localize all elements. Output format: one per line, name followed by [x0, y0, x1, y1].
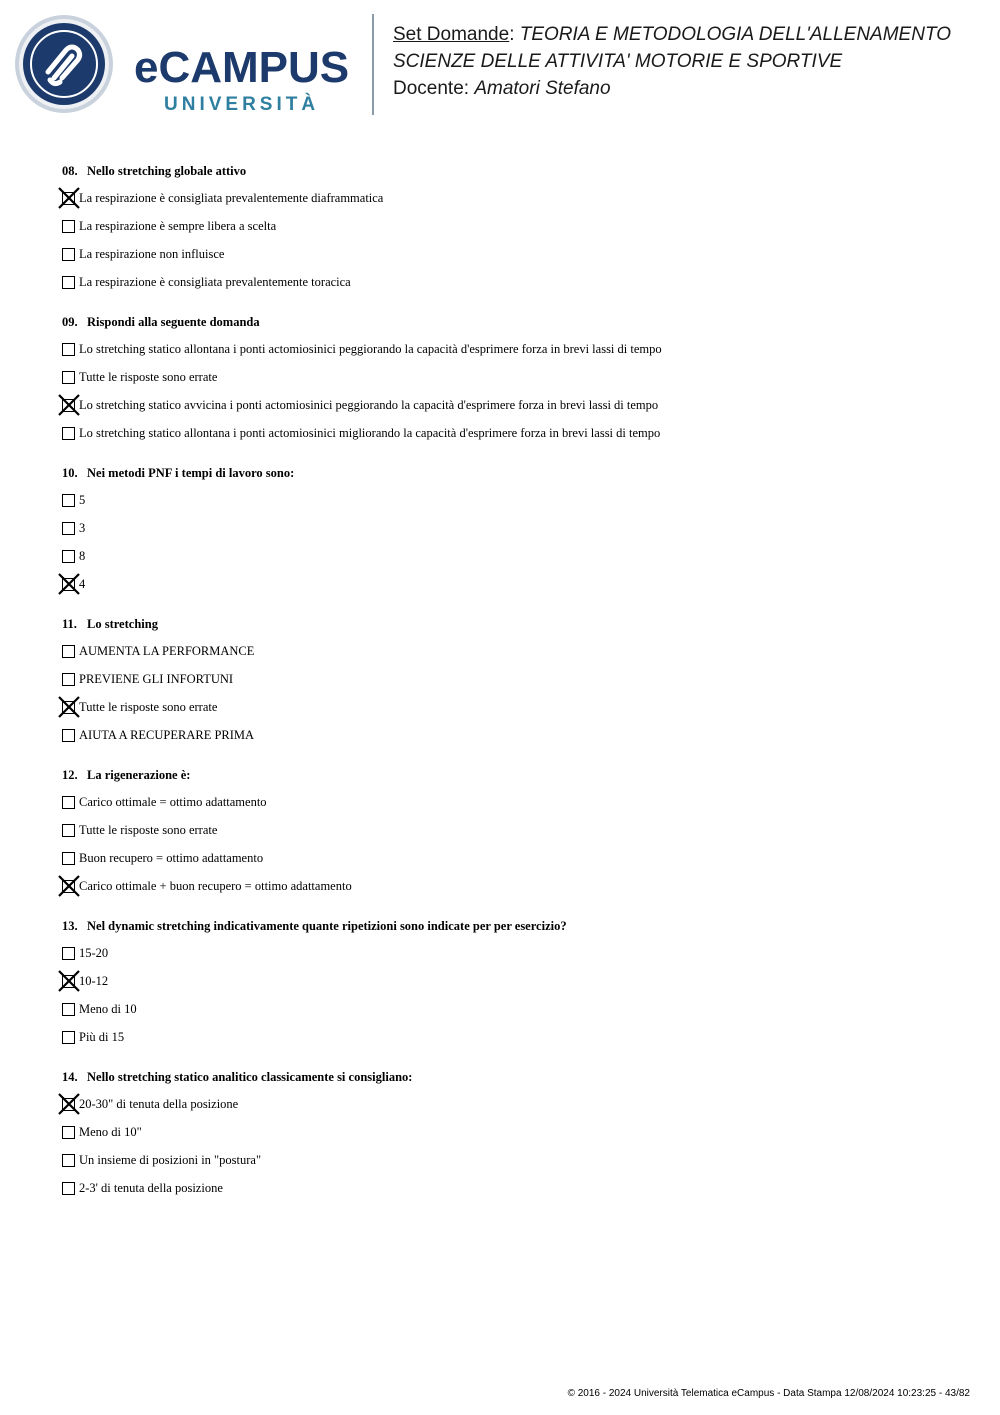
ecampus-logo	[14, 14, 359, 118]
checkbox[interactable]	[62, 371, 75, 384]
check-x-icon	[58, 970, 80, 992]
answer-text: 3	[79, 520, 86, 535]
checkbox[interactable]	[62, 522, 75, 535]
answer-option[interactable]	[62, 486, 962, 514]
check-x-icon	[58, 1093, 80, 1115]
answer-text: 10-12	[79, 973, 109, 988]
answer-option[interactable]	[62, 788, 962, 816]
check-x-icon	[58, 875, 80, 897]
answer-option[interactable]	[62, 995, 962, 1023]
answer-option[interactable]	[62, 1174, 962, 1202]
answer-option[interactable]	[62, 391, 962, 419]
question-title	[62, 1069, 962, 1085]
answer-text: 8	[79, 548, 86, 563]
answer-option[interactable]	[62, 419, 962, 447]
docente-line	[393, 75, 951, 102]
answer-text: PREVIENE GLI INFORTUNI	[79, 671, 234, 686]
answer-option[interactable]	[62, 693, 962, 721]
answer-text: 15-20	[79, 945, 109, 960]
docente-name: Amatori Stefano	[474, 78, 611, 99]
answer-text: Lo stretching statico avvicina i ponti actomiosinici peggiorando la capacità d'esprimere forza in brevi lassi di tempo	[79, 397, 659, 412]
answer-text: 2-3' di tenuta della posizione	[79, 1180, 223, 1195]
answer-text: Più di 15	[79, 1029, 125, 1044]
question-block	[62, 314, 962, 447]
check-x-icon	[58, 573, 80, 595]
footer-copyright: © 2016 - 2024 Università Telematica eCampus - Data Stampa 12/08/2024 10:23:25 - 43/82	[567, 1388, 970, 1399]
answer-text: La respirazione è consigliata prevalentemente diaframmatica	[79, 190, 384, 205]
question-text: Rispondi alla seguente domanda	[87, 315, 260, 329]
question-title	[62, 918, 962, 934]
question-block	[62, 163, 962, 296]
answer-text: Lo stretching statico allontana i ponti actomiosinici migliorando la capacità d'esprimere forza in brevi lassi di tempo	[79, 425, 661, 440]
answer-text: Meno di 10"	[79, 1124, 142, 1139]
checkbox[interactable]	[62, 1126, 75, 1139]
question-number: 14.	[62, 1070, 78, 1084]
question-number: 11.	[62, 617, 77, 631]
course-name: TEORIA E METODOLOGIA DELL'ALLENAMENTO	[519, 24, 951, 45]
answer-text: AIUTA A RECUPERARE PRIMA	[79, 727, 255, 742]
answer-option[interactable]	[62, 268, 962, 296]
checkbox[interactable]	[62, 276, 75, 289]
answer-text: AUMENTA LA PERFORMANCE	[79, 643, 255, 658]
checkbox[interactable]	[62, 343, 75, 356]
answer-text: Carico ottimale + buon recupero = ottimo adattamento	[79, 878, 352, 893]
answer-text: La respirazione è sempre libera a scelta	[79, 218, 277, 233]
svg-text:UNIVERSITÀ: UNIVERSITÀ	[164, 94, 320, 115]
checkbox[interactable]	[62, 1031, 75, 1044]
answer-text: 20-30" di tenuta della posizione	[79, 1096, 239, 1111]
answer-option[interactable]	[62, 514, 962, 542]
answer-option[interactable]	[62, 844, 962, 872]
header-info	[393, 21, 951, 102]
question-block	[62, 1069, 962, 1202]
docente-label: Docente:	[393, 78, 470, 99]
question-text: Nel dynamic stretching indicativamente quante ripetizioni sono indicate per per esercizio?	[87, 919, 567, 933]
answer-option[interactable]	[62, 363, 962, 391]
checkbox[interactable]	[62, 427, 75, 440]
course-title-line2: SCIENZE DELLE ATTIVITA' MOTORIE E SPORTIVE	[393, 51, 843, 72]
answer-option[interactable]	[62, 184, 962, 212]
answer-option[interactable]	[62, 816, 962, 844]
checkbox[interactable]	[62, 824, 75, 837]
checkbox[interactable]	[62, 1154, 75, 1167]
course-title-line1: Set Domande: TEORIA E METODOLOGIA DELL'ALLENAMENTO	[393, 24, 951, 45]
answer-text: La respirazione è consigliata prevalentemente toracica	[79, 274, 351, 289]
answer-text: Tutte le risposte sono errate	[79, 822, 218, 837]
answer-option[interactable]	[62, 637, 962, 665]
question-number: 10.	[62, 466, 78, 480]
question-number: 09.	[62, 315, 78, 329]
question-text: Nello stretching statico analitico classicamente si consigliano:	[87, 1070, 413, 1084]
answer-text: Lo stretching statico allontana i ponti actomiosinici peggiorando la capacità d'esprimere forza in brevi lassi di tempo	[79, 341, 662, 356]
answer-option[interactable]	[62, 212, 962, 240]
question-block	[62, 767, 962, 900]
answer-option[interactable]	[62, 1090, 962, 1118]
checkbox[interactable]	[62, 494, 75, 507]
checkbox[interactable]	[62, 248, 75, 261]
question-number: 08.	[62, 164, 78, 178]
answer-text: Buon recupero = ottimo adattamento	[79, 850, 264, 865]
checkbox[interactable]	[62, 729, 75, 742]
check-x-icon	[58, 187, 80, 209]
question-block	[62, 918, 962, 1051]
question-title	[62, 163, 962, 179]
checkbox[interactable]	[62, 550, 75, 563]
checkbox[interactable]	[62, 1182, 75, 1195]
question-block	[62, 616, 962, 749]
answer-text: 4	[79, 576, 86, 591]
checkbox[interactable]	[62, 796, 75, 809]
check-x-icon	[58, 394, 80, 416]
checkbox[interactable]	[62, 852, 75, 865]
answer-option[interactable]	[62, 872, 962, 900]
checkbox[interactable]	[62, 220, 75, 233]
answer-option[interactable]	[62, 721, 962, 749]
answer-text: Tutte le risposte sono errate	[79, 369, 218, 384]
question-number: 12.	[62, 768, 78, 782]
question-title	[62, 616, 962, 632]
question-title	[62, 314, 962, 330]
answer-text: 5	[79, 492, 86, 507]
answer-option[interactable]	[62, 542, 962, 570]
answer-option[interactable]	[62, 1023, 962, 1051]
question-text: Nello stretching globale attivo	[87, 164, 247, 178]
question-block	[62, 465, 962, 598]
question-title	[62, 767, 962, 783]
answer-option[interactable]	[62, 665, 962, 693]
question-text: Lo stretching	[87, 617, 158, 631]
answer-text: Meno di 10	[79, 1001, 137, 1016]
answer-text: Carico ottimale = ottimo adattamento	[79, 794, 267, 809]
checkbox[interactable]	[62, 645, 75, 658]
answer-text: Un insieme di posizioni in "postura"	[79, 1152, 262, 1167]
checkbox[interactable]	[62, 1003, 75, 1016]
answer-text: La respirazione non influisce	[79, 246, 225, 261]
check-x-icon	[58, 696, 80, 718]
answer-option[interactable]	[62, 240, 962, 268]
question-text: La rigenerazione è:	[87, 768, 191, 782]
question-number: 13.	[62, 919, 78, 933]
answer-option[interactable]	[62, 967, 962, 995]
answer-text: Tutte le risposte sono errate	[79, 699, 218, 714]
checkbox[interactable]	[62, 673, 75, 686]
answer-option[interactable]	[62, 570, 962, 598]
answer-option[interactable]	[62, 1146, 962, 1174]
question-title	[62, 465, 962, 481]
answer-option[interactable]	[62, 1118, 962, 1146]
answer-option[interactable]	[62, 335, 962, 363]
header-divider	[372, 14, 374, 115]
answer-option[interactable]	[62, 939, 962, 967]
checkbox[interactable]	[62, 947, 75, 960]
svg-text:eCAMPUS: eCAMPUS	[134, 43, 350, 92]
set-label: Set Domande	[393, 24, 510, 45]
question-text: Nei metodi PNF i tempi di lavoro sono:	[87, 466, 295, 480]
